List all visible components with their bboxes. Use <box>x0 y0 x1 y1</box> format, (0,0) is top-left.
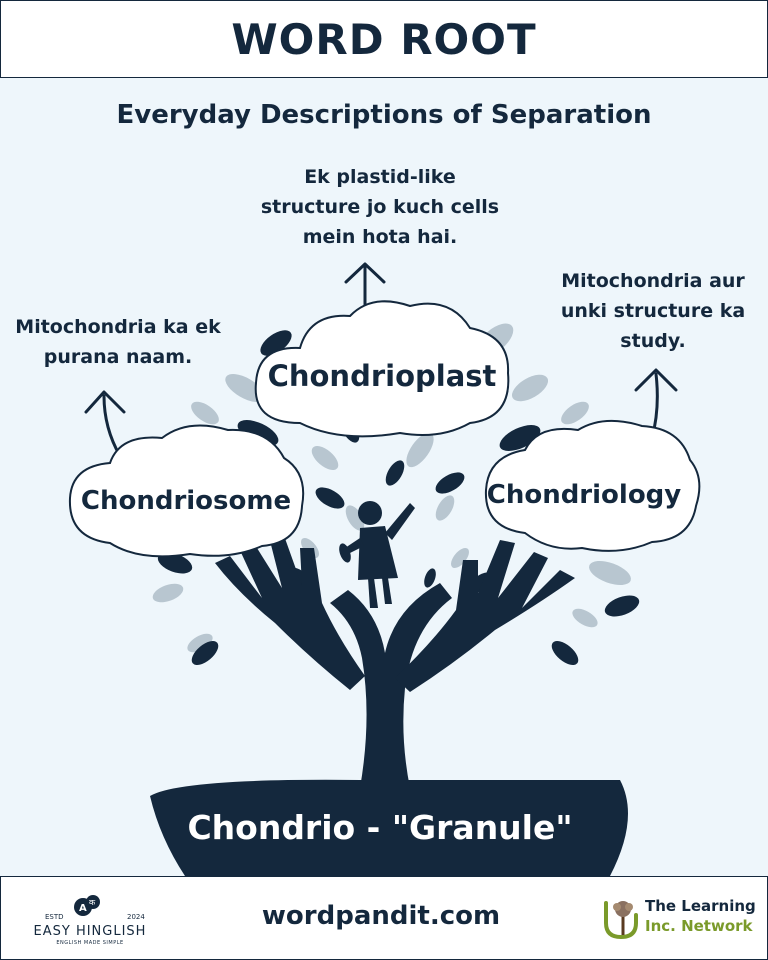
logo-name: EASY HINGLISH <box>33 924 147 939</box>
description-line: structure jo kuch cells <box>260 196 500 218</box>
root-word: Chondrio - "Granule" <box>187 808 573 847</box>
description-chondrioplast <box>235 162 525 252</box>
word-chondriosome: Chondriosome <box>80 486 292 516</box>
badge-letter-ka: क <box>89 898 96 907</box>
description-line: Mitochondria aur <box>561 270 745 292</box>
description-chondriology <box>538 266 768 356</box>
badge-letter-a: A <box>79 903 87 914</box>
description-line: Mitochondria ka ek <box>15 316 221 338</box>
description-line: mein hota hai. <box>302 226 458 248</box>
word-chondriology: Chondriology <box>486 480 682 510</box>
description-chondriosome <box>0 312 236 372</box>
description-line: Ek plastid-like <box>304 166 456 188</box>
logo-tagline: ENGLISH MADE SIMPLE <box>56 940 124 946</box>
main-panel <box>0 78 768 876</box>
logo-estd: ESTD <box>45 913 64 921</box>
description-line: study. <box>620 330 686 352</box>
subtitle: Everyday Descriptions of Separation <box>116 100 652 130</box>
easy-hinglish-logo <box>25 887 175 951</box>
word-chondrioplast: Chondrioplast <box>267 359 497 393</box>
logo-badge-icon <box>74 893 100 919</box>
footer-bar <box>0 876 768 960</box>
page-title: WORD ROOT <box>231 14 537 64</box>
logo-line-1: The Learning <box>645 897 756 915</box>
tree-logo-icon <box>601 895 641 941</box>
description-line: unki structure ka <box>560 300 746 322</box>
logo-year: 2024 <box>127 913 145 921</box>
website-link[interactable]: wordpandit.com <box>261 901 501 931</box>
learning-network-logo <box>601 891 761 947</box>
description-line: purana naam. <box>43 346 193 368</box>
logo-line-2: Inc. Network <box>645 917 753 935</box>
header-bar <box>0 0 768 78</box>
